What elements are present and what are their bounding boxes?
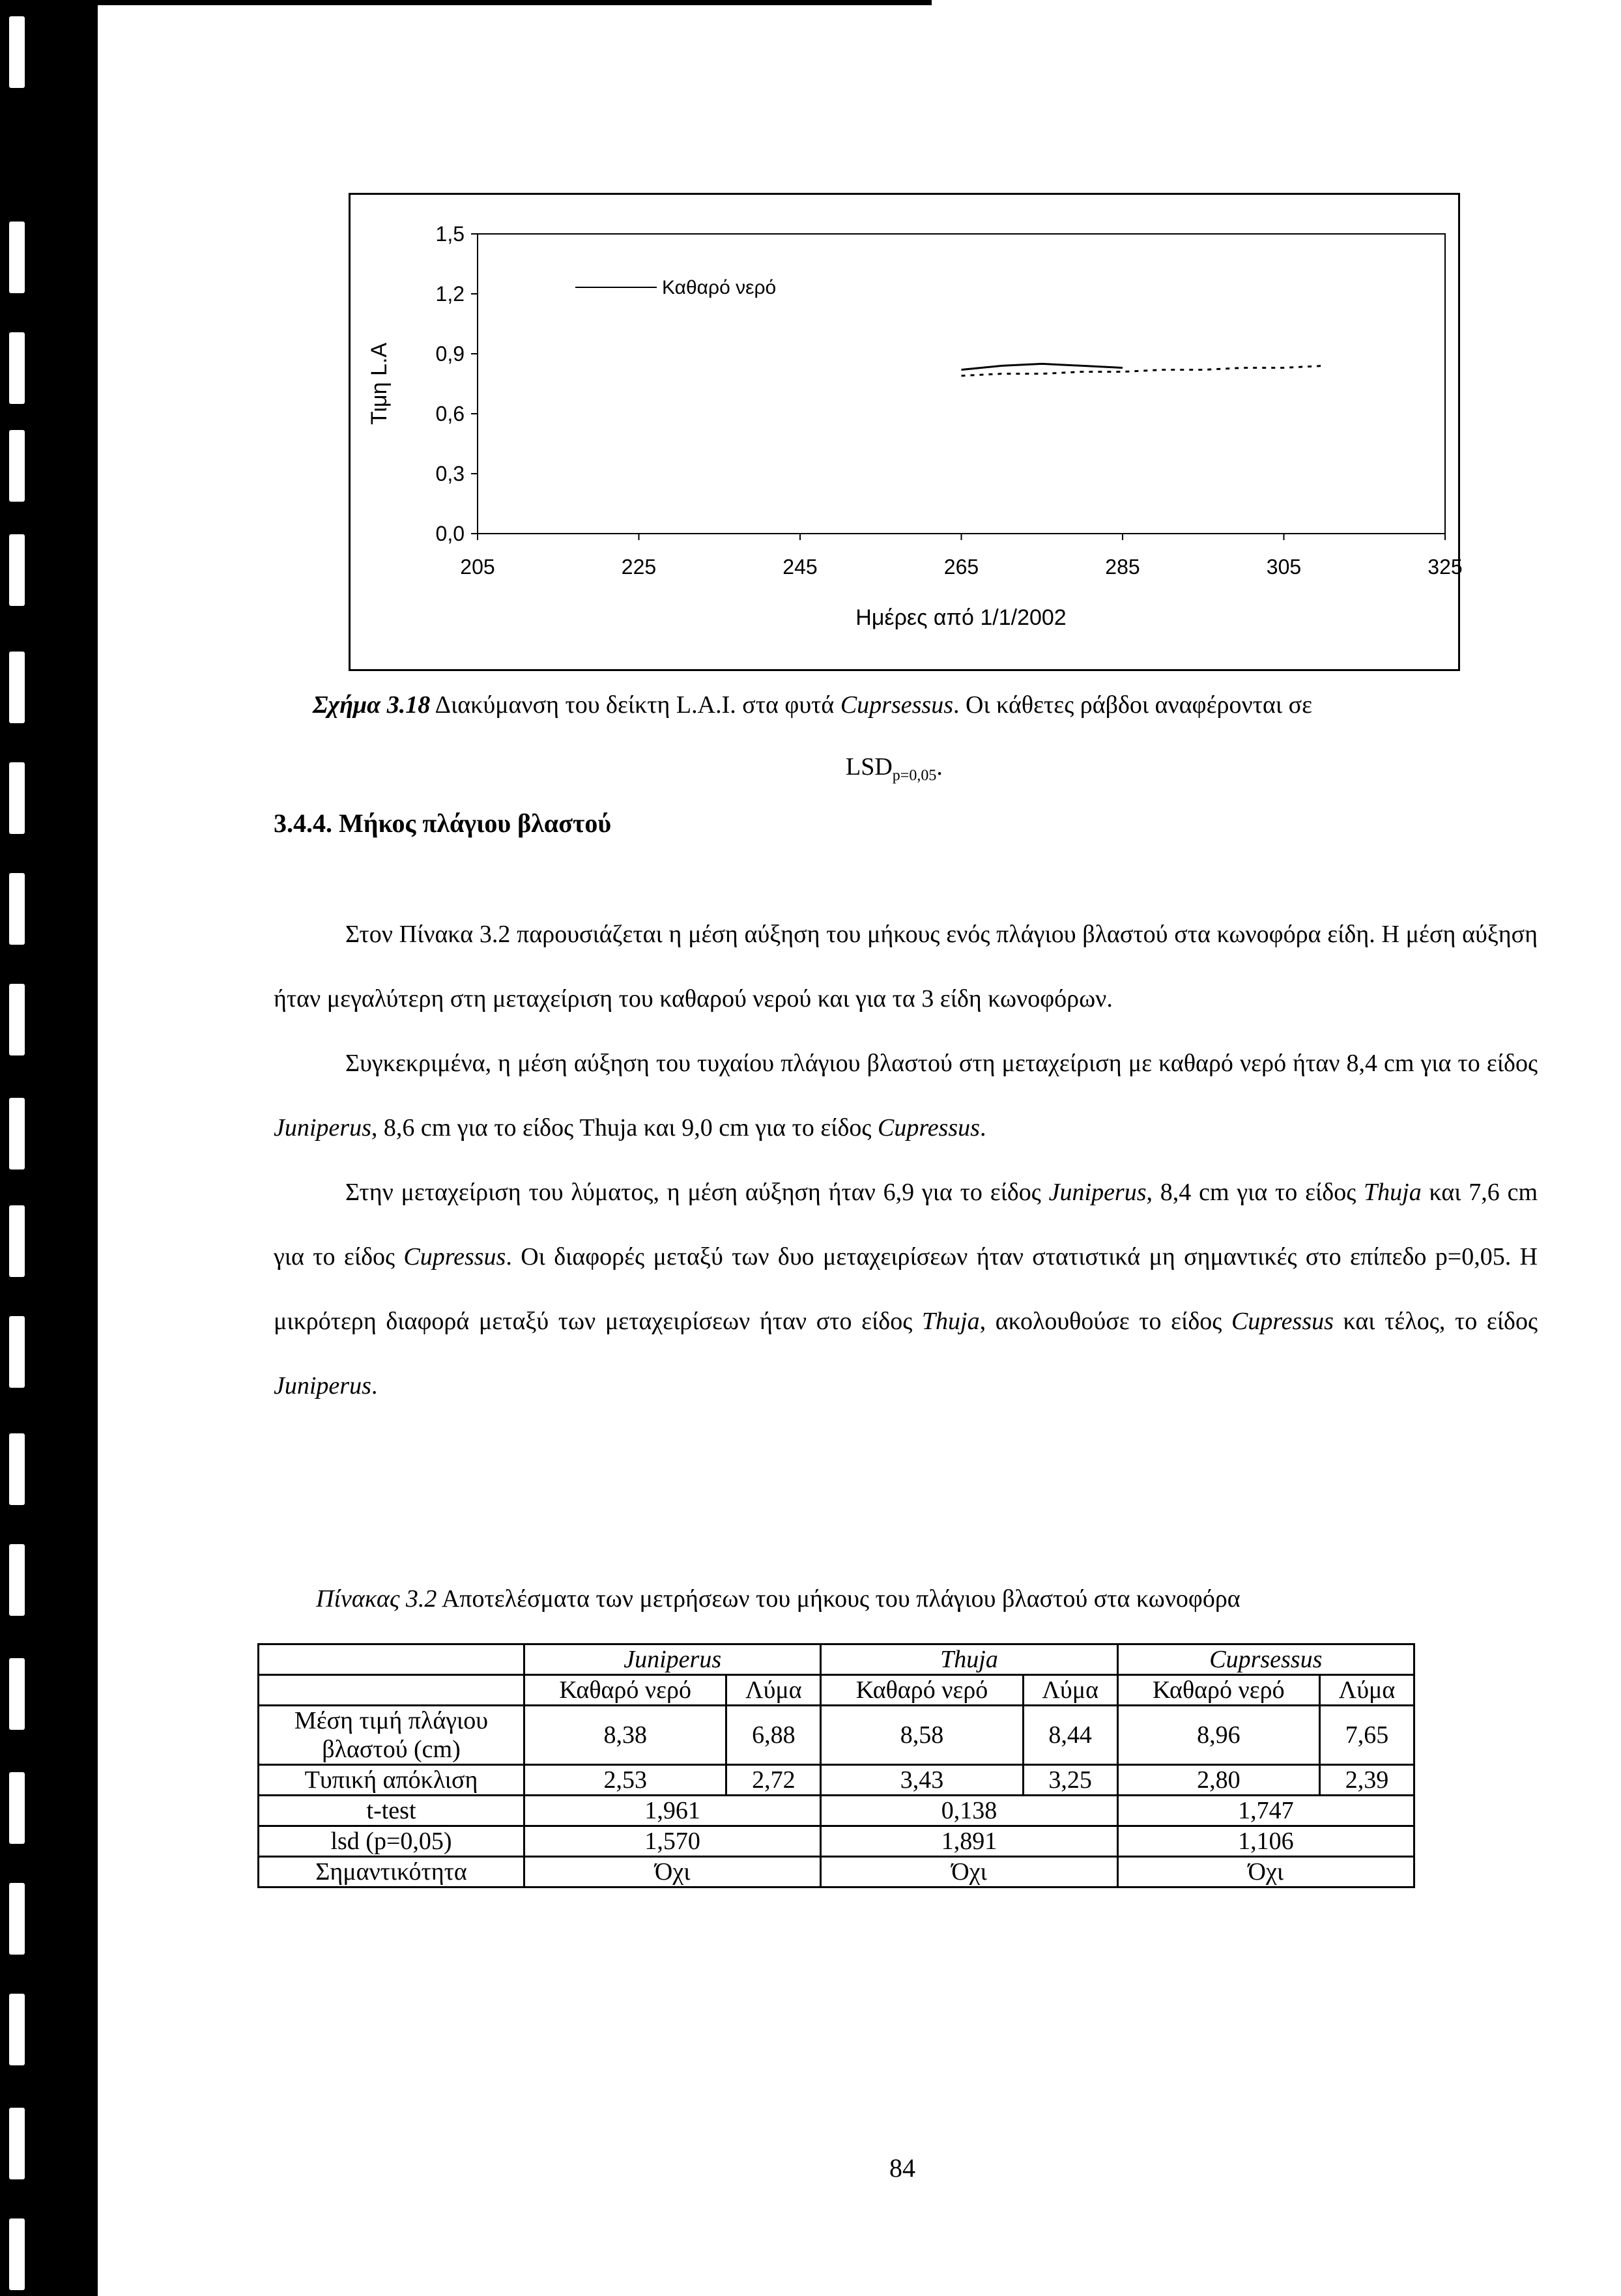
p3-species: Thuja	[1364, 1179, 1422, 1206]
table-cell: 2,53	[524, 1765, 726, 1796]
table-subheader: Λύμα	[726, 1675, 821, 1706]
p3-species: Cupressus	[403, 1243, 506, 1270]
row-label: Σημαντικότητα	[259, 1857, 524, 1887]
x-tick-label: 225	[621, 555, 657, 579]
film-hole	[9, 1316, 25, 1388]
table-cell	[259, 1675, 524, 1706]
section-title: 3.4.4. Μήκος πλάγιου βλαστού	[274, 809, 612, 838]
x-tick-label: 325	[1427, 555, 1463, 579]
x-tick-label: 245	[782, 555, 818, 579]
table-cell: 2,72	[726, 1765, 821, 1796]
table-cell: 7,65	[1319, 1706, 1414, 1765]
film-hole	[9, 534, 25, 606]
lai-chart	[351, 195, 1463, 669]
film-hole	[9, 873, 25, 945]
table-row	[259, 1706, 1414, 1765]
table-cell: Όχι	[821, 1857, 1117, 1887]
p2-text: , 8,6 cm για το είδος Thuja και 9,0 cm για το είδος	[371, 1114, 878, 1141]
table-cell: 0,138	[821, 1796, 1117, 1826]
y-tick-label: 0,9	[435, 342, 465, 366]
film-hole	[9, 1994, 25, 2065]
table-cell: 6,88	[726, 1706, 821, 1765]
plot-area	[478, 234, 1445, 534]
caption-species: Cuprsessus	[840, 691, 953, 719]
film-hole	[9, 1658, 25, 1730]
caption-text-end: . Οι κάθετες ράβδοι αναφέρονται σε	[953, 691, 1313, 719]
y-tick-label: 0,3	[435, 462, 465, 485]
table-cell: 3,25	[1023, 1765, 1117, 1796]
table-row	[259, 1826, 1414, 1857]
p2-species: Juniperus	[274, 1114, 371, 1141]
table-cell: 1,106	[1117, 1826, 1414, 1857]
table-subheader: Καθαρό νερό	[524, 1675, 726, 1706]
y-tick-label: 0,6	[435, 402, 465, 425]
table-cell: Όχι	[1117, 1857, 1414, 1887]
species-label: Cuprsessus	[1209, 1646, 1323, 1673]
y-tick-label: 1,5	[435, 222, 465, 246]
film-hole	[9, 1544, 25, 1616]
x-axis-label: Ημέρες από 1/1/2002	[855, 605, 1067, 630]
p3-text: . Οι διαφορές μεταξύ των δυο μεταχειρίσεων ήταν στατιστικά μη σημαντικές στο επίπεδο p=0,05. Η μικρότερη διαφορά μεταξύ των μεταχειρίσεων ήταν στο είδος	[274, 1243, 1538, 1335]
p3-species: Juniperus	[1048, 1179, 1147, 1206]
document-page	[98, 0, 1621, 2296]
table-cell: 1,891	[821, 1826, 1117, 1857]
film-hole	[9, 16, 25, 88]
table-cell: 2,80	[1117, 1765, 1319, 1796]
lsd-note	[846, 753, 943, 785]
p2-text: .	[979, 1114, 986, 1141]
table-cell: 1,570	[524, 1826, 821, 1857]
film-hole	[9, 1205, 25, 1277]
table-caption	[316, 1585, 1241, 1613]
x-tick-label: 205	[460, 555, 495, 579]
table-row	[259, 1857, 1414, 1887]
table-caption-text: Αποτελέσματα των μετρήσεων του μήκους του πλάγιου βλαστού στα κωνοφόρα	[437, 1585, 1241, 1613]
row-label: t-test	[259, 1796, 524, 1826]
row-label: Μέση τιμή πλάγιου βλαστού (cm)	[259, 1706, 524, 1765]
film-hole	[9, 332, 25, 404]
p3-text: , 8,4 cm για το είδος	[1146, 1179, 1364, 1206]
figure-label: Σχήμα 3.18	[313, 691, 431, 719]
species-label: Juniperus	[624, 1646, 722, 1673]
table-subheader: Λύμα	[1319, 1675, 1414, 1706]
lsd-end: .	[936, 753, 943, 781]
film-hole	[9, 762, 25, 834]
x-tick-label: 285	[1105, 555, 1140, 579]
lsd-main: LSD	[846, 753, 893, 781]
body-text	[274, 902, 1538, 1418]
series-line	[962, 366, 1325, 375]
results-table	[257, 1643, 1415, 1888]
film-hole	[9, 1772, 25, 1844]
lsd-sub: p=0,05	[892, 767, 937, 784]
table-cell: 1,961	[524, 1796, 821, 1826]
table-cell	[259, 1644, 524, 1675]
table-cell: 1,747	[1117, 1796, 1414, 1826]
series-line	[962, 364, 1123, 369]
row-label: lsd (p=0,05)	[259, 1826, 524, 1857]
film-hole	[9, 1433, 25, 1505]
p2-text: Συγκεκριμένα, η μέση αύξηση του τυχαίου πλάγιου βλαστού στη μεταχείριση με καθαρό νερό ήταν 8,4 cm για το είδος	[345, 1050, 1538, 1077]
page-number: 84	[889, 2153, 915, 2183]
p3-text: , ακολουθούσε το είδος	[979, 1308, 1231, 1335]
p3-text: Στην μεταχείριση του λύματος, η μέση αύξηση ήταν 6,9 για το είδος	[345, 1179, 1049, 1206]
caption-text: Διακύμανση του δείκτη L.A.I. στα φυτά	[435, 691, 835, 719]
x-tick-label: 305	[1266, 555, 1302, 579]
y-tick-label: 0,0	[435, 522, 465, 545]
p2-species: Cupressus	[877, 1114, 980, 1141]
y-axis-label: Τιμη L.A	[367, 342, 392, 425]
table-cell: Όχι	[524, 1857, 821, 1887]
row-label: Τυπική απόκλιση	[259, 1765, 524, 1796]
paragraph-2	[274, 1031, 1538, 1160]
table-cell: 8,38	[524, 1706, 726, 1765]
table-subheader: Καθαρό νερό	[821, 1675, 1023, 1706]
p3-text: και τέλος, το είδος	[1333, 1308, 1538, 1335]
film-hole	[9, 652, 25, 723]
table-row	[259, 1644, 1414, 1675]
film-hole	[9, 430, 25, 502]
table-cell: 2,39	[1319, 1765, 1414, 1796]
film-hole	[9, 984, 25, 1055]
table-cell: 3,43	[821, 1765, 1023, 1796]
table-subheader: Λύμα	[1023, 1675, 1117, 1706]
film-hole	[9, 2108, 25, 2179]
film-hole	[9, 1883, 25, 1955]
film-strip	[0, 0, 98, 2296]
film-hole	[9, 1098, 25, 1170]
figure-caption	[313, 691, 1312, 719]
top-border	[98, 0, 932, 5]
film-hole	[9, 2218, 25, 2290]
p3-text: και 7,6 cm για το είδος	[274, 1179, 1538, 1270]
table-cell: 8,96	[1117, 1706, 1319, 1765]
figure-frame	[349, 193, 1463, 671]
table-row	[259, 1765, 1414, 1796]
x-tick-label: 265	[943, 555, 979, 579]
table-cell: 8,58	[821, 1706, 1023, 1765]
table-header-species	[1117, 1644, 1414, 1675]
table-cell: 8,44	[1023, 1706, 1117, 1765]
table-row	[259, 1675, 1414, 1706]
paragraph-3	[274, 1160, 1538, 1418]
paragraph-1: Στον Πίνακα 3.2 παρουσιάζεται η μέση αύξηση του μήκους ενός πλάγιου βλαστού στα κωνοφόρα είδη. Η μέση αύξηση ήταν μεγαλύτερη στη μεταχείριση του καθαρού νερού και για τα 3 είδη κωνοφόρων.	[274, 921, 1538, 1012]
film-hole	[9, 222, 25, 293]
table-row	[259, 1796, 1414, 1826]
table-subheader: Καθαρό νερό	[1117, 1675, 1319, 1706]
p3-species: Juniperus	[274, 1372, 371, 1399]
p3-species: Cupressus	[1231, 1308, 1334, 1335]
species-label: Thuja	[940, 1646, 998, 1673]
legend-label: Καθαρό νερό	[662, 277, 777, 298]
table-header-species	[524, 1644, 821, 1675]
table-label: Πίνακας 3.2	[316, 1585, 437, 1613]
y-tick-label: 1,2	[435, 282, 465, 306]
p3-species: Thuja	[921, 1308, 980, 1335]
p3-text: .	[371, 1372, 378, 1399]
table-header-species	[821, 1644, 1117, 1675]
